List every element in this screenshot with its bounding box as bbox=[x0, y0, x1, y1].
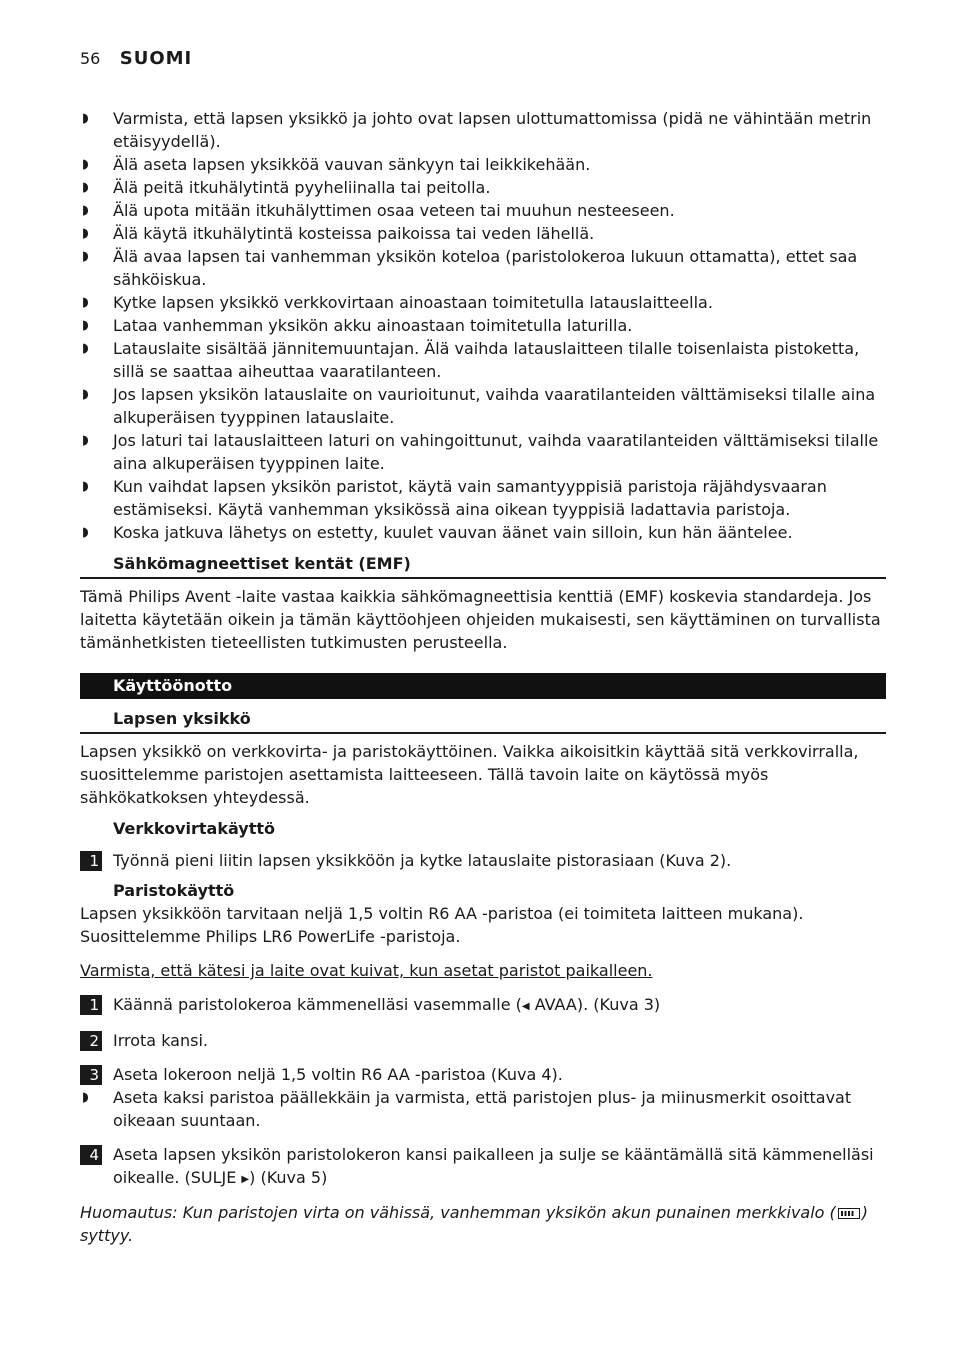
safety-bullet-item bbox=[80, 222, 886, 245]
mains-heading: Verkkovirtakäyttö bbox=[113, 819, 276, 838]
bullet-text: Älä käytä itkuhälytintä kosteissa paikoissa tai veden lähellä. bbox=[113, 224, 595, 243]
page-language-title: SUOMI bbox=[119, 48, 193, 69]
bullet-text: Älä aseta lapsen yksikköä vauvan sänkyyn tai leikkikehään. bbox=[113, 155, 591, 174]
safety-bullet-item bbox=[80, 314, 886, 337]
safety-bullet-item bbox=[80, 337, 886, 383]
bullet-icon bbox=[82, 291, 89, 314]
bullet-icon bbox=[82, 153, 89, 176]
safety-bullet-item bbox=[80, 383, 886, 429]
step-text-pre: Aseta lapsen yksikön paristolokeron kansi paikalleen ja sulje se kääntämällä sitä kämmenelläsi oikealle. (SULJE bbox=[113, 1145, 874, 1187]
close-arrow-icon: ▶ bbox=[241, 1174, 250, 1185]
bullet-text: Älä upota mitään itkuhälyttimen osaa veteen tai muuhun nesteeseen. bbox=[113, 201, 675, 220]
bullet-icon bbox=[82, 176, 89, 199]
battery-text: Lapsen yksikköön tarvitaan neljä 1,5 voltin R6 AA -paristoa (ei toimiteta laitteen mukana). Suosittelemme Philips LR6 PowerLife -paristoja. bbox=[80, 904, 804, 946]
bullet-icon bbox=[82, 107, 89, 130]
page-header bbox=[80, 48, 192, 69]
bullet-text: Koska jatkuva lähetys on estetty, kuulet vauvan äänet vain silloin, kun hän ääntelee. bbox=[113, 523, 793, 542]
bullet-icon bbox=[82, 222, 89, 245]
safety-bullet-item bbox=[80, 521, 886, 544]
step-number: 1 bbox=[80, 995, 102, 1015]
bullet-icon bbox=[82, 1086, 89, 1109]
battery-step-3 bbox=[80, 1063, 886, 1086]
safety-bullet-item bbox=[80, 291, 886, 314]
bullet-icon bbox=[82, 199, 89, 222]
page-content bbox=[80, 107, 886, 1247]
bullet-icon bbox=[82, 429, 89, 452]
battery-step-1 bbox=[80, 993, 886, 1018]
safety-bullet-item bbox=[80, 429, 886, 475]
bullet-text: Varmista, että lapsen yksikkö ja johto ovat lapsen ulottumattomissa (pidä ne vähintään metrin etäisyydellä). bbox=[113, 109, 872, 151]
safety-bullet-item bbox=[80, 107, 886, 153]
safety-bullet-item bbox=[80, 245, 886, 291]
section-title-bar: Käyttöönotto bbox=[80, 673, 886, 699]
bullet-text: Latauslaite sisältää jännitemuuntajan. Älä vaihda latauslaitteen tilalle toisenlaista pistoketta, sillä se saattaa aiheuttaa vaaratilanteen. bbox=[113, 339, 860, 381]
bullet-icon bbox=[82, 383, 89, 406]
bullet-icon bbox=[82, 475, 89, 498]
bullet-text: Jos laturi tai latauslaitteen laturi on vahingoittunut, vaihda vaaratilanteiden välttämiseksi tilalle aina alkuperäisen tyyppinen laite. bbox=[113, 431, 879, 473]
step-text: Aseta lokeroon neljä 1,5 voltin R6 AA -paristoa (Kuva 4). bbox=[113, 1065, 563, 1084]
bullet-text: Kun vaihdat lapsen yksikön paristot, käytä vain samantyyppisiä paristoja räjähdysvaaran estämiseksi. Käytä vanhemman yksikössä aina oikean tyyppisiä ladattavia paristoja. bbox=[113, 477, 827, 519]
battery-warning: Varmista, että kätesi ja laite ovat kuivat, kun asetat paristot paikalleen. bbox=[80, 961, 653, 980]
bullet-text: Jos lapsen yksikön latauslaite on vaurioitunut, vaihda vaaratilanteiden välttämiseksi tilalle aina alkuperäisen tyyppinen latauslaite. bbox=[113, 385, 876, 427]
bullet-icon bbox=[82, 245, 89, 268]
bullet-text: Kytke lapsen yksikkö verkkovirtaan ainoastaan toimitetulla latauslaitteella. bbox=[113, 293, 713, 312]
note-text-post: ) syttyy. bbox=[80, 1203, 869, 1245]
step-number: 1 bbox=[80, 851, 102, 871]
battery-step-3-bullet bbox=[80, 1086, 886, 1132]
safety-bullet-item bbox=[80, 153, 886, 176]
step-text-pre: Käännä paristolokeroa kämmenelläsi vasemmalle ( bbox=[113, 995, 522, 1014]
battery-note bbox=[80, 1201, 886, 1247]
page-number: 56 bbox=[80, 49, 101, 68]
battery-icon bbox=[838, 1208, 860, 1219]
step-number: 2 bbox=[80, 1031, 102, 1051]
note-text-pre: Huomautus: Kun paristojen virta on vähissä, vanhemman yksikön akun punainen merkkivalo ( bbox=[80, 1203, 836, 1222]
bullet-icon bbox=[82, 314, 89, 337]
battery-step-4 bbox=[80, 1143, 886, 1191]
bullet-icon bbox=[82, 337, 89, 360]
baby-unit-heading: Lapsen yksikkö bbox=[80, 708, 886, 734]
open-arrow-icon: ◀ bbox=[521, 1001, 530, 1012]
step-text: Irrota kansi. bbox=[113, 1031, 208, 1050]
bullet-text: Älä avaa lapsen tai vanhemman yksikön koteloa (paristolokeroa lukuun ottamatta), ettet saa sähköiskua. bbox=[113, 247, 858, 289]
step-text-post: AVAA). (Kuva 3) bbox=[529, 995, 661, 1014]
step-number: 4 bbox=[80, 1145, 102, 1165]
safety-bullet-list bbox=[80, 107, 886, 544]
emf-heading: Sähkömagneettiset kentät (EMF) bbox=[80, 553, 886, 579]
bullet-text: Lataa vanhemman yksikön akku ainoastaan toimitetulla laturilla. bbox=[113, 316, 633, 335]
safety-bullet-item bbox=[80, 475, 886, 521]
step-text: Työnnä pieni liitin lapsen yksikköön ja kytke latauslaite pistorasiaan (Kuva 2). bbox=[113, 851, 732, 870]
baby-unit-text: Lapsen yksikkö on verkkovirta- ja paristokäyttöinen. Vaikka aikoisitkin käyttää sitä verkkovirralla, suosittelemme paristojen asettamista laitteeseen. Tällä tavoin laite on käytössä myös sähkökatkoksen yhteydessä. bbox=[80, 742, 859, 807]
mains-step-1 bbox=[80, 849, 886, 872]
emf-text: Tämä Philips Avent -laite vastaa kaikkia sähkömagneettisia kenttiä (EMF) koskevia standardeja. Jos laitetta käytetään oikein ja tämän käyttöohjeen ohjeiden mukaisesti, sen käyttäminen on turvallista tämänhetkisten tieteellisten tutkimusten perusteella. bbox=[80, 587, 881, 652]
battery-step-2 bbox=[80, 1029, 886, 1052]
bullet-text: Älä peitä itkuhälytintä pyyheliinalla tai peitolla. bbox=[113, 178, 491, 197]
safety-bullet-item bbox=[80, 199, 886, 222]
step-text-post: ) (Kuva 5) bbox=[249, 1168, 328, 1187]
battery-heading: Paristokäyttö bbox=[113, 881, 235, 900]
bullet-text: Aseta kaksi paristoa päällekkäin ja varmista, että paristojen plus- ja miinusmerkit osoittavat oikeaan suuntaan. bbox=[113, 1088, 852, 1130]
step-number: 3 bbox=[80, 1065, 102, 1085]
bullet-icon bbox=[82, 521, 89, 544]
safety-bullet-item bbox=[80, 176, 886, 199]
